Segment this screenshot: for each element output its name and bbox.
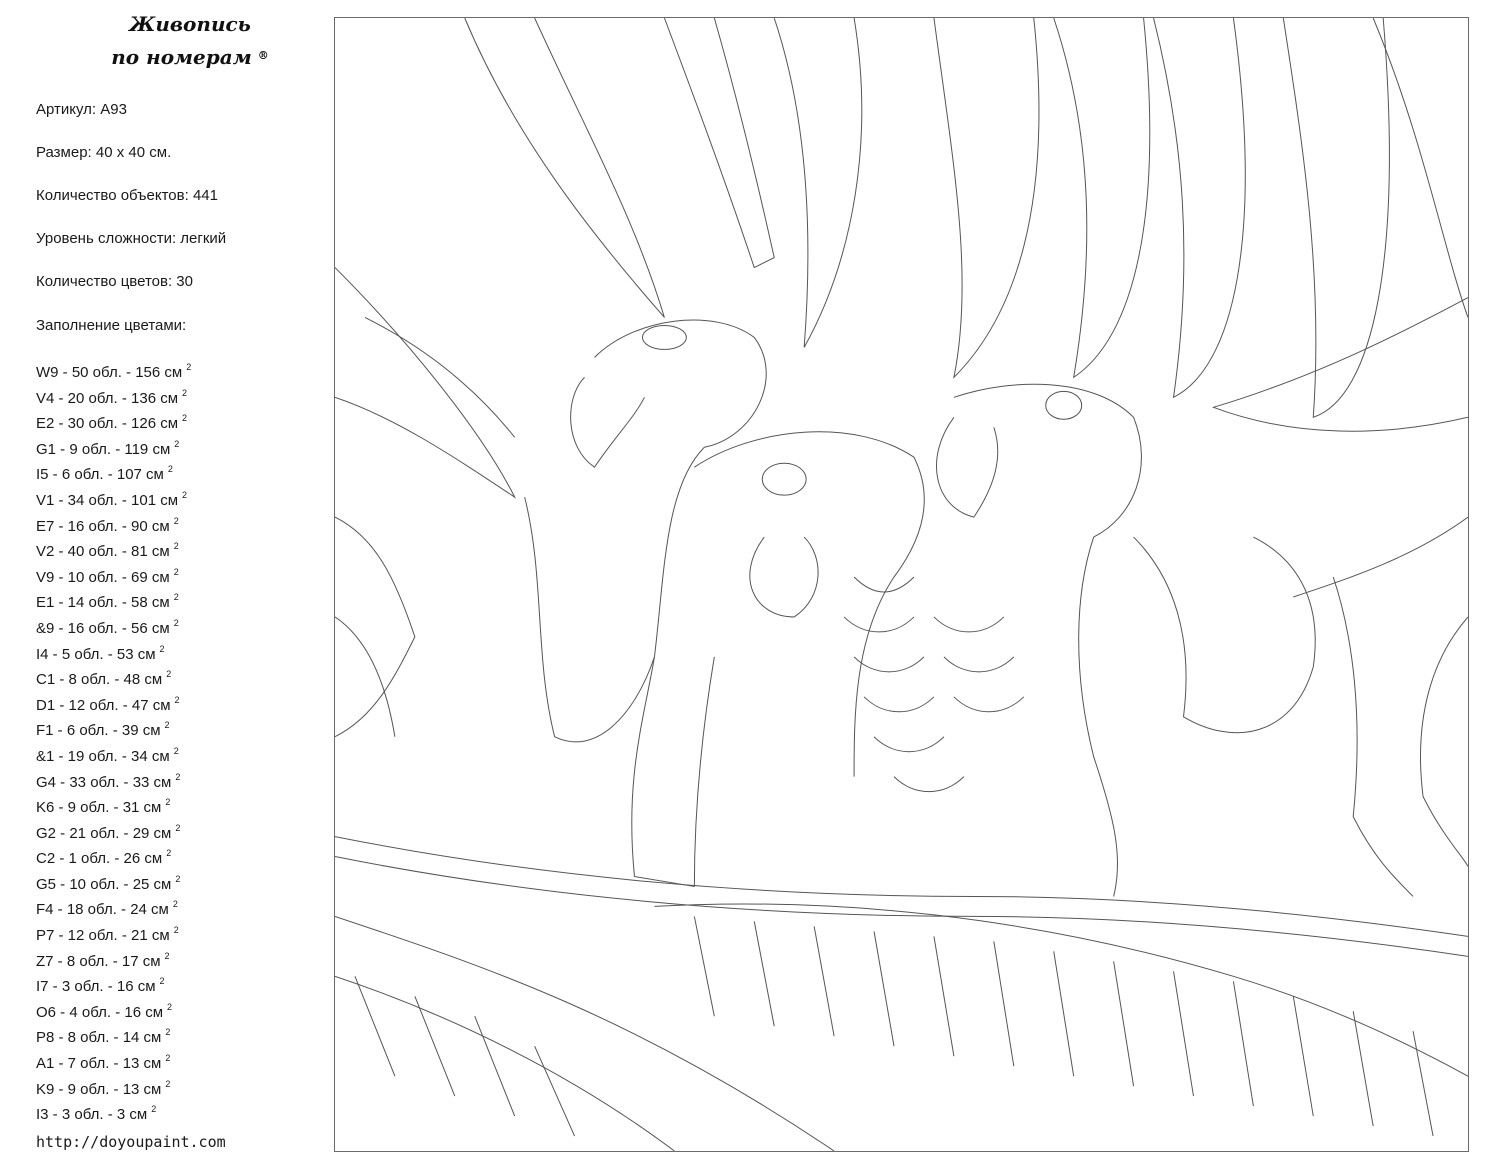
leaf-outline [934,18,1039,377]
unit-superscript: 2 [167,464,173,475]
parrots-outline-drawing [335,18,1468,1151]
legend-item-text: I4 - 5 обл. - 53 см [36,645,156,663]
legend-item [36,793,191,819]
legend-item [36,1049,191,1075]
legend-item-text: V4 - 20 обл. - 136 см [36,389,179,407]
legend-item [36,460,191,486]
legend-item [36,742,191,768]
leaf-outline [1373,18,1468,317]
legend-item-text: G1 - 9 обл. - 119 см [36,440,171,458]
side-foliage [1333,577,1413,896]
leaf-outline [465,18,665,317]
parrot-right-outline [954,384,1142,896]
colors-count-text: Количество цветов: 30 [36,273,193,290]
legend-item-text: &1 - 19 обл. - 34 см [36,747,170,765]
leaf-outline [1283,18,1389,417]
coloring-outline-canvas [334,17,1469,1152]
legend-item [36,563,191,589]
leaf-outline [664,18,774,268]
parrot-left-beak [571,377,645,467]
side-foliage [335,617,395,737]
difficulty-text: Уровень сложности: легкий [36,230,227,247]
legend-item [36,486,191,512]
legend-item-text: G2 - 21 обл. - 29 см [36,824,172,842]
legend-item [36,512,191,538]
unit-superscript: 2 [173,745,179,756]
parrot-center-eye [762,463,806,495]
parrot-right-eye [1046,391,1082,419]
unit-superscript: 2 [173,566,179,577]
legend-item [36,384,191,410]
bottom-leaf-ribs [694,916,1433,1136]
feather-pattern [844,577,964,792]
legend-item-text: K9 - 9 обл. - 13 см [36,1080,162,1098]
unit-superscript: 2 [173,617,179,628]
brand-logo [70,8,310,74]
feather-pattern [934,617,1024,712]
legend-item [36,844,191,870]
leaf-outline [1054,18,1150,377]
unit-superscript: 2 [164,720,170,731]
website-link[interactable]: http://doyoupaint.com [36,1133,226,1151]
unit-superscript: 2 [159,976,165,987]
legend-item-text: C1 - 8 обл. - 48 см [36,671,163,689]
unit-superscript: 2 [174,438,180,449]
bottom-leaf-outline [654,904,1468,1076]
leaf-outline [1293,517,1468,597]
unit-superscript: 2 [151,1104,157,1115]
legend-item [36,870,191,896]
legend-item-text: G4 - 33 обл. - 33 см [36,773,172,791]
legend-item [36,921,191,947]
legend-item [36,768,191,794]
legend-item-text: O6 - 4 обл. - 16 см [36,1003,164,1021]
unit-superscript: 2 [173,592,179,603]
unit-superscript: 2 [173,515,179,526]
unit-superscript: 2 [174,694,180,705]
legend-item [36,895,191,921]
legend-item [36,972,191,998]
legend-item-text: I7 - 3 обл. - 16 см [36,978,156,996]
unit-superscript: 2 [173,541,179,552]
legend-item [36,691,191,717]
leaf-outline [774,18,862,347]
unit-superscript: 2 [173,925,179,936]
unit-superscript: 2 [175,771,181,782]
legend-item [36,358,191,384]
legend-item [36,640,191,666]
parrot-center-outline [694,432,924,777]
legend-item [36,1023,191,1049]
legend-item-text: V2 - 40 обл. - 81 см [36,543,170,561]
size-text: Размер: 40 х 40 см. [36,144,172,161]
legend-item-text: E2 - 30 обл. - 126 см [36,415,179,433]
brand-line-1: Живопись [129,12,251,36]
unit-superscript: 2 [165,1078,171,1089]
legend-item-text: Z7 - 8 обл. - 17 см [36,952,161,970]
legend-item-text: V9 - 10 обл. - 69 см [36,568,170,586]
leaf-outline [335,268,515,498]
unit-superscript: 2 [159,643,165,654]
legend-item [36,1075,191,1101]
legend-item-text: C2 - 1 обл. - 26 см [36,850,163,868]
bottom-leaf-ribs [355,976,575,1136]
bottom-leaf-outline [335,976,674,1151]
side-foliage [1421,617,1468,867]
legend-item-text: E7 - 16 обл. - 90 см [36,517,170,535]
leaf-outline [1154,18,1246,397]
leaf-outline [1213,298,1468,432]
legend-item [36,537,191,563]
branch-outline [335,837,1468,937]
unit-superscript: 2 [166,848,172,859]
bottom-leaf-outline [335,916,834,1151]
registered-mark: ® [257,49,269,62]
parrot-left-outline [595,320,767,886]
legend-item-text: G5 - 10 обл. - 25 см [36,875,172,893]
legend-item [36,947,191,973]
legend-item-text: A1 - 7 обл. - 13 см [36,1055,162,1073]
legend-item-text: V1 - 34 обл. - 101 см [36,491,179,509]
article-text: Артикул: A93 [36,101,127,118]
unit-superscript: 2 [186,362,192,372]
legend-item-text: E1 - 14 обл. - 58 см [36,594,170,612]
unit-superscript: 2 [175,873,181,884]
legend-item-text: I5 - 6 обл. - 107 см [36,466,164,484]
unit-superscript: 2 [165,1027,171,1038]
parrot-left-eye [642,325,686,349]
unit-superscript: 2 [182,413,188,424]
unit-superscript: 2 [165,1053,171,1064]
legend-item-text: D1 - 12 обл. - 47 см [36,696,171,714]
legend-item-text: W9 - 50 обл. - 156 см [36,364,183,381]
legend-item-text: F4 - 18 обл. - 24 см [36,901,169,919]
legend-item-text: P7 - 12 обл. - 21 см [36,927,170,945]
color-legend-list [36,358,191,1126]
legend-item [36,665,191,691]
parrot-right-wing [1134,537,1316,733]
fill-title: Заполнение цветами: [36,317,187,334]
legend-item [36,819,191,845]
unit-superscript: 2 [182,387,188,398]
branch-outline [335,857,1468,957]
parrot-right-beak [936,417,997,517]
unit-superscript: 2 [164,950,170,961]
legend-item [36,435,191,461]
legend-item [36,614,191,640]
legend-item-text: I3 - 3 обл. - 3 см [36,1106,148,1124]
legend-item-text: F1 - 6 обл. - 39 см [36,722,161,740]
parrot-center-beak [750,537,818,617]
legend-item-text: K6 - 9 обл. - 31 см [36,799,162,817]
unit-superscript: 2 [165,797,171,808]
legend-item [36,716,191,742]
unit-superscript: 2 [182,489,188,500]
legend-item [36,409,191,435]
parrot-left-wing [525,497,655,742]
legend-item [36,1100,191,1126]
brand-line-2: по номерам ® [111,45,269,69]
unit-superscript: 2 [172,899,178,910]
unit-superscript: 2 [167,1001,173,1012]
legend-item-text: &9 - 16 обл. - 56 см [36,619,170,637]
objects-count-text: Количество объектов: 441 [36,187,218,204]
unit-superscript: 2 [175,822,181,833]
legend-item-text: P8 - 8 обл. - 14 см [36,1029,162,1047]
legend-item [36,998,191,1024]
legend-item [36,588,191,614]
unit-superscript: 2 [166,669,172,680]
